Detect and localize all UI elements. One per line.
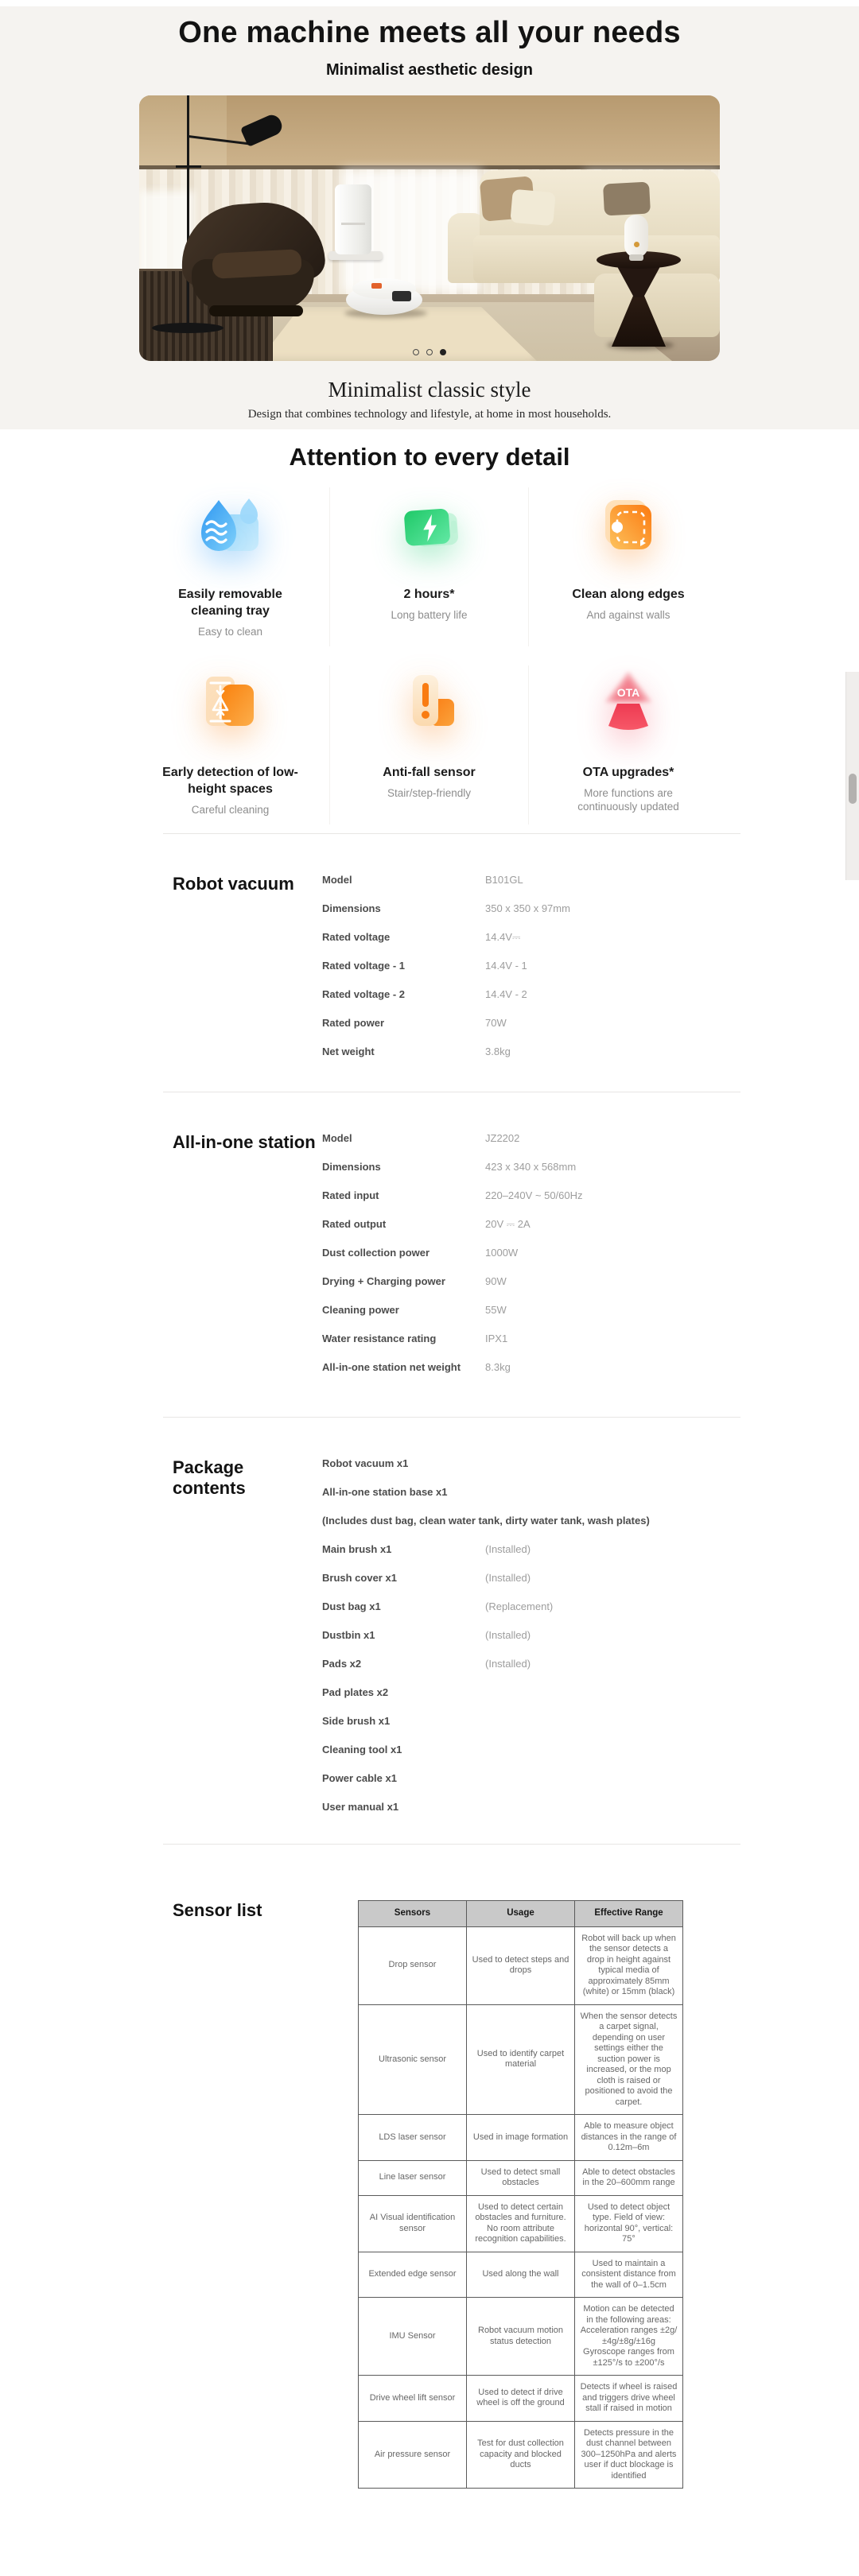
package-item-name: Robot vacuum x1 [322,1457,409,1469]
station-rows [322,1132,859,1374]
feature-battery [330,487,529,646]
spec-value: 423 x 340 x 568mm [485,1161,577,1173]
package-item-name: Side brush x1 [322,1715,391,1727]
sensor-table-row [359,2421,682,2489]
battery-icon [330,487,528,583]
package-item-row [322,1715,859,1728]
floor-lamp-pole [187,95,189,332]
water-drops-icon [131,487,329,583]
section-divider [163,833,740,834]
package-rows [322,1457,859,1814]
sensor-name-cell: Extended edge sensor [359,2252,466,2298]
sensor-table-row [359,2160,682,2195]
floor-lamp-crossbar [176,165,201,168]
column-header-usage: Usage [466,1901,574,1926]
sensor-usage-cell: Test for dust collection capacity and blocked ducts [466,2421,574,2489]
spec-row [322,1304,859,1317]
spec-row [322,1017,859,1030]
sensor-range-cell: Motion can be detected in the following areas: Acceleration ranges ±2g/±4g/±8g/±16g Gyroscope ranges from ±125°/s to ±200°/s [574,2297,682,2375]
package-item-row [322,1515,859,1527]
package-item-note: (Installed) [485,1572,531,1584]
spec-label: Drying + Charging power [322,1275,445,1287]
spec-label: Rated voltage - 1 [322,960,406,972]
station-specs [0,1132,859,1374]
package-item-name: Main brush x1 [322,1543,392,1555]
sensor-name-cell: Air pressure sensor [359,2421,466,2489]
sensor-range-cell: Robot will back up when the sensor detects a drop in height against typical media of approximately 85mm (white) or 15mm (black) [574,1926,682,2004]
package-contents [0,1457,859,1814]
package-item-row [322,1686,859,1699]
package-item-row [322,1658,859,1670]
spec-label: Model [322,874,352,886]
spec-label: Rated input [322,1189,379,1201]
table-lamp-switch [634,242,639,247]
floor-lamp-base [152,323,223,333]
spec-label: Dimensions [322,1161,381,1173]
sensor-range-cell: Able to detect obstacles in the 20–600mm range [574,2160,682,2195]
station-heading: All-in-one station [173,1132,316,1152]
spec-row [322,1161,859,1174]
spec-row [322,874,859,886]
package-item-name: Brush cover x1 [322,1572,397,1584]
spec-label: Cleaning power [322,1304,399,1316]
sensor-name-cell: Line laser sensor [359,2160,466,2195]
carousel-dot[interactable] [440,349,446,355]
spec-value: 1000W [485,1247,519,1259]
spec-row [322,1218,859,1231]
anti-fall-icon [330,665,528,761]
package-item-name: Pads x2 [322,1658,362,1670]
spec-label: Rated voltage - 2 [322,988,406,1000]
spec-value: 14.4V - 1 [485,960,527,972]
sensor-table-row [359,2114,682,2160]
window-shade-left [139,95,227,169]
details-section [0,429,859,2489]
sensor-table-header [359,1901,682,1926]
hero-image[interactable] [139,95,720,361]
armchair-base [209,305,303,316]
package-item-row [322,1572,859,1585]
pillow-cream [510,189,555,227]
spec-value: B101GL [485,874,523,886]
spec-value: 70W [485,1017,507,1029]
package-item-name: User manual x1 [322,1801,399,1813]
spec-label: Dimensions [322,902,381,914]
spec-label: Dust collection power [322,1247,430,1259]
feature-title: Early detection of low-height spaces [162,766,298,796]
page-title: One machine meets all your needs [178,16,681,49]
hero-section [0,6,859,429]
sensor-table-row [359,2195,682,2252]
package-item-note: (Installed) [485,1629,531,1641]
sensor-usage-cell: Robot vacuum motion status detection [466,2297,574,2375]
spec-value: 8.3kg [485,1361,511,1373]
sensor-range-cell: Used to detect object type. Field of view: horizontal 90°, vertical: 75° [574,2195,682,2252]
robot-vacuum-heading: Robot vacuum [173,874,294,894]
armchair-cushion [212,249,302,279]
section-divider [163,1417,740,1418]
feature-title: 2 hours* [403,588,455,601]
sensor-table-row [359,1926,682,2004]
low-height-icon [131,665,329,761]
feature-title: OTA upgrades* [582,766,674,779]
column-header-sensors: Sensors [359,1901,466,1926]
robot-vacuum-rows [322,874,859,1058]
feature-subtitle: Easy to clean [197,626,263,638]
spec-value: 90W [485,1275,507,1287]
robot-camera-module [392,291,411,301]
section-divider [163,1844,740,1845]
sensor-range-cell: When the sensor detects a carpet signal, depending on user settings either the suction power is increased, or the mop cloth is raised or positioned to avoid the carpet. [574,2004,682,2115]
sensor-range-cell: Detects pressure in the dust channel between 300–1250hPa and alerts user if duct blockage is identified [574,2421,682,2489]
feature-title: Anti-fall sensor [383,766,476,779]
page-top-margin [0,0,859,6]
spec-value: 220–240V ~ 50/60Hz [485,1189,583,1201]
robot-accent [371,283,382,289]
sensor-table [358,1900,683,2489]
package-heading: Package contents [173,1457,246,1498]
hero-caption-description: Design that combines technology and lifestyle, at home in most households. [247,408,612,421]
spec-value: IPX1 [485,1333,508,1344]
page-subtitle: Minimalist aesthetic design [325,61,534,79]
carousel-dots [139,349,720,355]
package-item-row [322,1486,859,1499]
package-item-note: (Replacement) [485,1600,554,1612]
spec-value: 55W [485,1304,507,1316]
sensor-usage-cell: Used to detect steps and drops [466,1926,574,2004]
spec-label: Rated voltage [322,931,391,943]
column-header-range: Effective Range [574,1901,682,1926]
package-item-name: Power cable x1 [322,1772,397,1784]
package-item-name: Cleaning tool x1 [322,1744,402,1755]
feature-subtitle: Careful cleaning [191,804,270,816]
spec-label: Net weight [322,1046,375,1057]
details-heading: Attention to every detail [289,443,570,471]
station-vent [341,223,365,225]
sensor-name-cell: Ultrasonic sensor [359,2004,466,2115]
sensor-usage-cell: Used to identify carpet material [466,2004,574,2115]
sensor-name-cell: Drive wheel lift sensor [359,2375,466,2421]
table-lamp [624,215,648,258]
package-item-note: (Installed) [485,1543,531,1555]
spec-row [322,960,859,972]
scrollbar-track[interactable] [845,672,859,880]
spec-label: Rated output [322,1218,387,1230]
package-item-name: All-in-one station base x1 [322,1486,448,1498]
sensor-table-row [359,2004,682,2115]
spec-row [322,1046,859,1058]
spec-value: 3.8kg [485,1046,511,1057]
spec-row [322,1247,859,1259]
spec-row [322,1361,859,1374]
feature-ota [529,665,728,824]
feature-anti-fall [330,665,529,824]
package-item-row [322,1801,859,1814]
robot-vacuum-specs [0,874,859,1058]
feature-subtitle: And against walls [586,609,670,621]
package-item-row [322,1629,859,1642]
sensor-table-row [359,2252,682,2298]
spec-row [322,1333,859,1345]
ota-badge: OTA [616,686,640,699]
package-item-name: Pad plates x2 [322,1686,389,1698]
spec-row [322,1275,859,1288]
sensor-range-cell: Detects if wheel is raised and triggers drive wheel stall if raised in motion [574,2375,682,2421]
carousel-dot[interactable] [426,349,433,355]
sensor-usage-cell: Used in image formation [466,2114,574,2160]
package-item-row [322,1600,859,1613]
spec-value: 14.4V⎓ [485,931,521,943]
carousel-dot[interactable] [413,349,419,355]
spec-row [322,931,859,944]
feature-subtitle: Stair/step-friendly [387,787,472,799]
feature-cleaning-tray [131,487,330,646]
spec-row [322,988,859,1001]
sensor-usage-cell: Used along the wall [466,2252,574,2298]
feature-subtitle: More functions are continuously updated [577,787,679,813]
sensor-name-cell: LDS laser sensor [359,2114,466,2160]
package-item-name: Dust bag x1 [322,1600,381,1612]
feature-low-height [131,665,330,824]
sensor-name-cell: Drop sensor [359,1926,466,2004]
sensor-range-cell: Used to maintain a consistent distance from the wall of 0–1.5cm [574,2252,682,2298]
scrollbar-thumb[interactable] [849,774,857,804]
package-item-row [322,1772,859,1785]
all-in-one-station [335,184,371,254]
sensor-table-row [359,2297,682,2375]
sensor-usage-cell: Used to detect certain obstacles and furniture. No room attribute recognition capabilities. [466,2195,574,2252]
spec-value: 20V ⎓ 2A [485,1218,531,1230]
spec-value: 14.4V - 2 [485,988,527,1000]
package-item-name: (Includes dust bag, clean water tank, dirty water tank, wash plates) [322,1515,650,1527]
feature-edges [529,487,728,646]
package-item-note: (Installed) [485,1658,531,1670]
package-item-row [322,1744,859,1756]
ota-arrow-icon [529,665,728,761]
sensor-name-cell: AI Visual identification sensor [359,2195,466,2252]
sensor-list-section [0,1900,859,2489]
sensor-name-cell: IMU Sensor [359,2297,466,2375]
spec-label: Water resistance rating [322,1333,437,1344]
sensor-range-cell: Able to measure object distances in the range of 0.12m–6m [574,2114,682,2160]
sensor-usage-cell: Used to detect if drive wheel is off the ground [466,2375,574,2421]
pillow-brown [603,182,651,216]
feature-subtitle: Long battery life [391,609,468,621]
package-item-name: Dustbin x1 [322,1629,375,1641]
table-lamp-base [629,254,643,261]
spec-label: All-in-one station net weight [322,1361,461,1373]
sensor-table-body [359,1926,682,2489]
sensor-list-heading: Sensor list [173,1900,262,1920]
hero-caption-title: Minimalist classic style [328,378,531,402]
sensor-usage-cell: Used to detect small obstacles [466,2160,574,2195]
sensor-table-row [359,2375,682,2421]
spec-value: JZ2202 [485,1132,520,1144]
clean-edges-icon [529,487,728,583]
feature-title: Easily removable cleaning tray [178,588,282,618]
spec-label: Rated power [322,1017,385,1029]
features-grid [131,487,728,824]
spec-value: 350 x 350 x 97mm [485,902,570,914]
spec-label: Model [322,1132,352,1144]
spec-row [322,902,859,915]
spec-row [322,1189,859,1202]
package-item-row [322,1543,859,1556]
feature-title: Clean along edges [572,588,685,601]
package-item-row [322,1457,859,1470]
spec-row [322,1132,859,1145]
